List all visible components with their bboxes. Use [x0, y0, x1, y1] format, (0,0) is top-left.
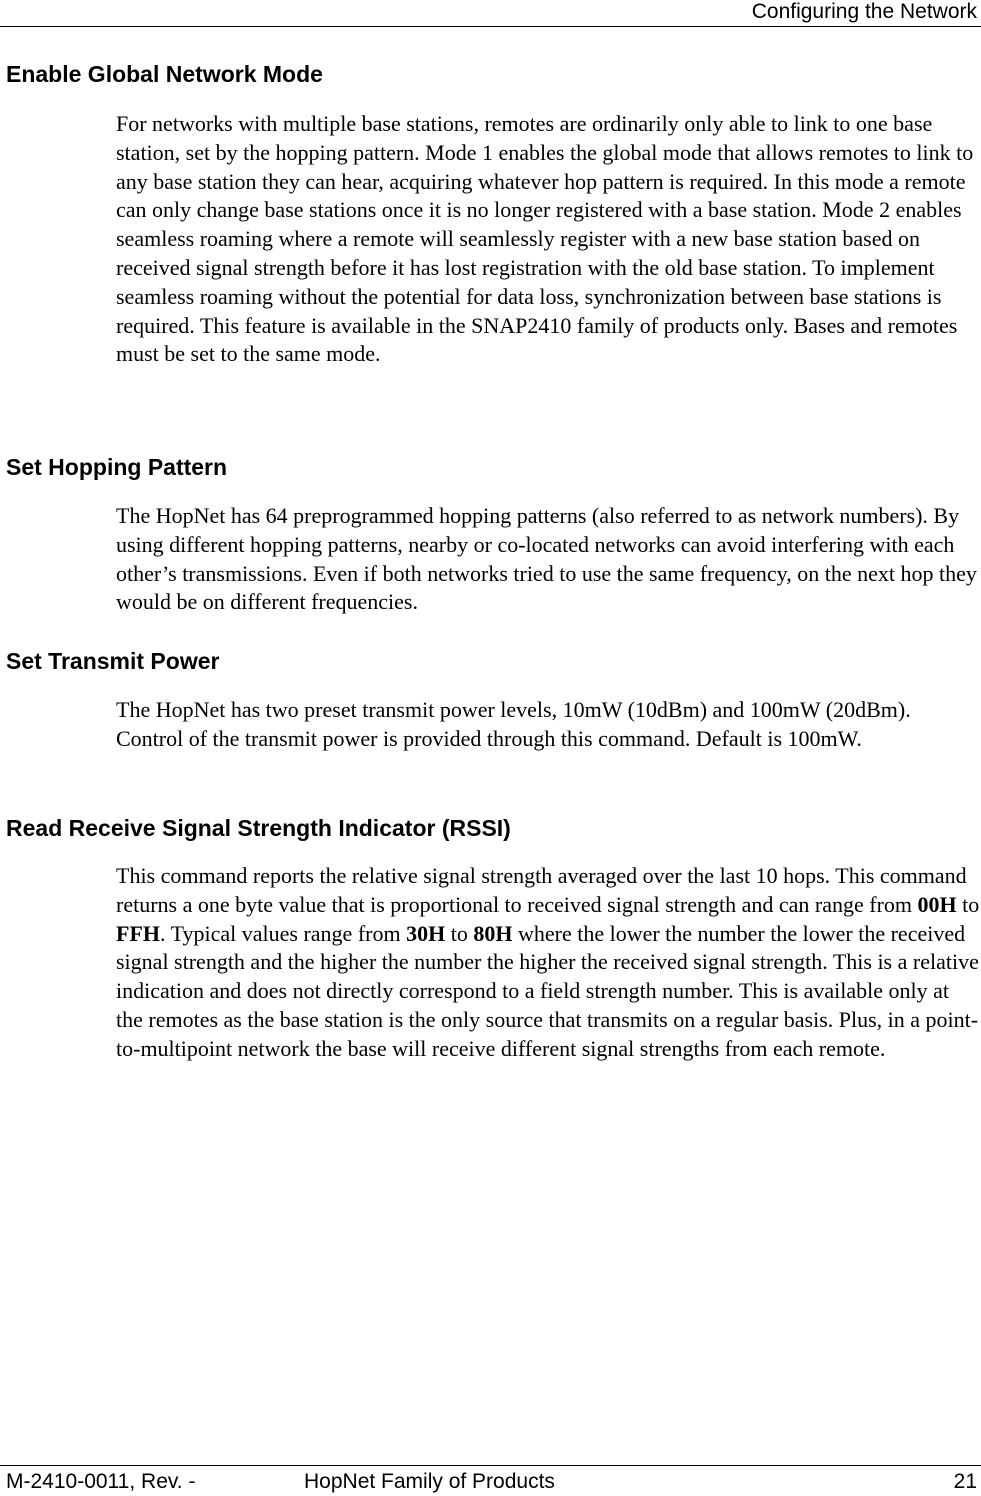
rssi-typical-high: 80H	[473, 920, 513, 946]
footer-product: HopNet Family of Products	[304, 1470, 555, 1493]
paragraph-global-network-mode: For networks with multiple base stations, remotes are ordinarily only able to link to one base station, set by the hopping pattern. Mode 1 enables the global mode that allows remotes to link to any base station they can hear, acquiring whatever hop pattern is required. In this mode a remote can only change base stations once it is no longer registered with a base station. Mode 2 enables seamless roaming where a remote will seamlessly register with a new base station based on received signal strength before it has lost registration with the old base station. To implement seamless roaming without the potential for data loss, synchronization between base stations is required. This feature is available in the SNAP2410 family of products only. Bases and remotes must be set to the same mode.	[116, 111, 974, 367]
rssi-text-to-1: to	[956, 891, 980, 917]
rssi-text-a: This command reports the relative signal strength averaged over the last 10 hops. This command returns a one byte value that is proportional to received signal strength and can range from	[116, 863, 967, 917]
heading-global-network-mode: Enable Global Network Mode	[6, 61, 323, 87]
header-title: Configuring the Network	[751, 0, 977, 23]
page-footer	[0, 1465, 981, 1495]
paragraph-rssi	[116, 862, 980, 1064]
heading-transmit-power: Set Transmit Power	[6, 648, 220, 674]
paragraph-transmit-power: The HopNet has two preset transmit power levels, 10mW (10dBm) and 100mW (20dBm). Control of the transmit power is provided through this command. Default is 100mW.	[116, 697, 911, 751]
rssi-min-value: 00H	[917, 891, 957, 917]
rssi-text-to-2: to	[445, 920, 474, 946]
heading-rssi: Read Receive Signal Strength Indicator (RSSI)	[6, 815, 511, 841]
rssi-typical-low: 30H	[406, 920, 446, 946]
paragraph-hopping-pattern: The HopNet has 64 preprogrammed hopping patterns (also referred to as network numbers). By using different hopping patterns, nearby or co-located networks can avoid interfering with each other’s transmissions. Even if both networks tried to use the same frequency, on the next hop they would be on different frequencies.	[116, 503, 977, 615]
rssi-text-b: . Typical values range from	[160, 920, 407, 946]
heading-hopping-pattern: Set Hopping Pattern	[6, 454, 228, 480]
rssi-max-value: FFH	[116, 920, 160, 946]
footer-doc-number: M-2410-0011, Rev. -	[6, 1470, 196, 1493]
page-header	[0, 0, 981, 27]
rssi-text-c: where the lower the number the lower the received signal strength and the higher the number the higher the received signal strength. This is a relative indication and does not directly correspond to a field strength number. This is available only at the remotes as the base station is the only source that transmits on a regular basis. Plus, in a point-to-multipoint network the base will receive different signal strengths from each remote.	[116, 920, 979, 1061]
footer-page-number: 21	[953, 1470, 977, 1493]
